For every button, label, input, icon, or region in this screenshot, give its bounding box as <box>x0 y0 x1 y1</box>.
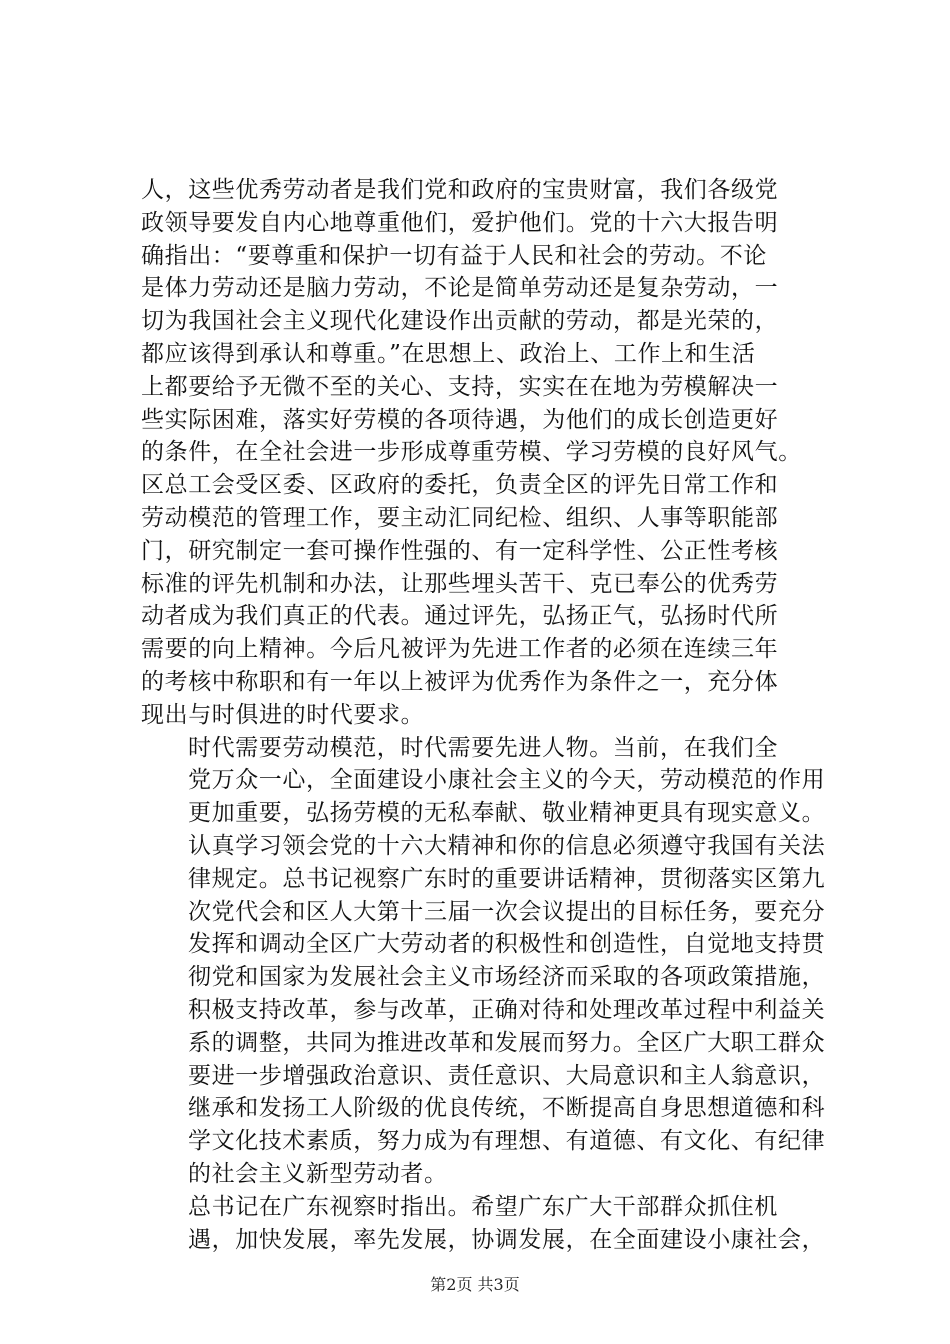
text-line: 积极支持改革，参与改革，正确对待和处理改革过程中利益关 <box>188 996 826 1023</box>
text-line: 要进一步增强政治意识、责任意识、大局意识和主人翁意识， <box>188 1062 826 1089</box>
text-line: 上都要给予无微不至的关心、支持，实实在在地为劳模解决一 <box>141 373 779 400</box>
text-line: 律规定。总书记视察广东时的重要讲话精神，贯彻落实区第九 <box>188 865 826 892</box>
paragraph <box>141 732 841 1191</box>
text-line: 更加重要，弘扬劳模的无私奉献、敬业精神更具有现实意义。 <box>188 800 826 827</box>
text-line: 动者成为我们真正的代表。通过评先，弘扬正气，弘扬时代所 <box>141 603 779 630</box>
text-line: 门，研究制定一套可操作性强的、有一定科学性、公正性考核 <box>141 537 779 564</box>
text-line: 遇，加快发展，率先发展，协调发展，在全面建设小康社会， <box>188 1226 826 1253</box>
text-line: 标准的评先机制和办法，让那些埋头苦干、克已奉公的优秀劳 <box>141 570 779 597</box>
text-line: 切为我国社会主义现代化建设作出贡献的劳动，都是光荣的， <box>141 308 779 335</box>
text-line: 的社会主义新型劳动者。 <box>188 1160 448 1187</box>
text-line: 劳动模范的管理工作，要主动汇同纪检、组织、人事等职能部 <box>141 504 779 531</box>
document-body <box>141 174 841 1256</box>
text-line: 的考核中称职和有一年以上被评为优秀作为条件之一，充分体 <box>141 668 779 695</box>
page-footer: 第2页 共3页 <box>430 1275 520 1294</box>
text-line: 学文化技术素质，努力成为有理想、有道德、有文化、有纪律 <box>188 1128 826 1155</box>
text-line: 发挥和调动全区广大劳动者的积极性和创造性，自觉地支持贯 <box>188 931 826 958</box>
text-line: 现出与时俱进的时代要求。 <box>141 701 425 728</box>
text-line: 都应该得到承认和尊重。”在思想上、政治上、工作上和生活 <box>141 340 756 367</box>
text-line: 继承和发扬工人阶级的优良传统，不断提高自身思想道德和科 <box>188 1095 826 1122</box>
text-line: 的条件，在全社会进一步形成尊重劳模、学习劳模的良好风气。 <box>141 439 802 466</box>
text-line: 是体力劳动还是脑力劳动，不论是简单劳动还是复杂劳动，一 <box>141 275 779 302</box>
text-line: 人，这些优秀劳动者是我们党和政府的宝贵财富，我们各级党 <box>141 177 779 203</box>
paragraph <box>141 174 841 732</box>
text-line: 次党代会和区人大第十三届一次会议提出的目标任务，要充分 <box>188 898 826 925</box>
text-line: 需要的向上精神。今后凡被评为先进工作者的必须在连续三年 <box>141 636 779 663</box>
text-line: 区总工会受区委、区政府的委托，负责全区的评先日常工作和 <box>141 472 779 499</box>
text-line: 时代需要劳动模范，时代需要先进人物。当前，在我们全 <box>188 734 778 761</box>
text-line: 党万众一心，全面建设小康社会主义的今天，劳动模范的作用 <box>188 767 826 794</box>
text-line: 总书记在广东视察时指出。希望广东广大干部群众抓住机 <box>188 1193 778 1220</box>
text-line: 政领导要发自内心地尊重他们，爱护他们。党的十六大报告明 <box>141 209 779 236</box>
text-line: 确指出：“要尊重和保护一切有益于人民和社会的劳动。不论 <box>141 242 767 269</box>
text-line: 认真学习领会党的十六大精神和你的信息必须遵守我国有关法 <box>188 832 826 859</box>
text-line: 彻党和国家为发展社会主义市场经济而采取的各项政策措施， <box>188 964 826 991</box>
text-line: 系的调整，共同为推进改革和发展而努力。全区广大职工群众 <box>188 1029 826 1056</box>
paragraph <box>141 1191 841 1257</box>
text-line: 些实际困难，落实好劳模的各项待遇，为他们的成长创造更好 <box>141 406 779 433</box>
